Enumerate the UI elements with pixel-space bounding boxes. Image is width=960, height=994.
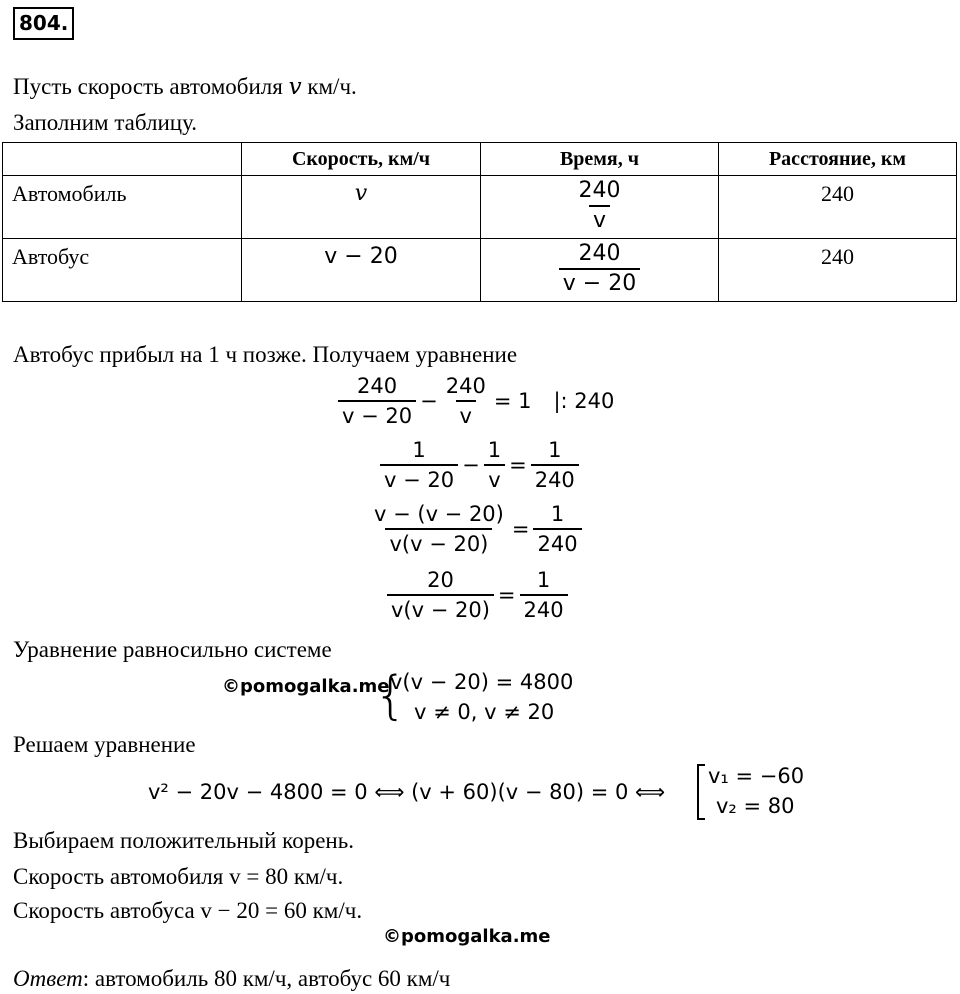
root-1: v₁ = −60 (708, 764, 805, 788)
roots-bracket (697, 764, 705, 820)
equation-2: $\frac{1}{v - 20}$ − $\frac{1}{v}$ = $\frac{1}{240}$ (380, 436, 579, 494)
table-header-empty (3, 143, 242, 176)
system-line-1: v(v − 20) = 4800 (390, 670, 574, 694)
row-name: Автомобиль (3, 176, 242, 239)
intro-suffix: км/ч. (301, 74, 357, 99)
row-time: $\frac{240}{v}$ (481, 176, 719, 239)
text-after-table: Автобус прибыл на 1 ч позже. Получаем уравнение (13, 342, 518, 367)
intro-variable: v (288, 74, 302, 100)
table-header-speed: Скорость, км/ч (242, 143, 481, 176)
watermark-bottom: ©pomogalka.me (383, 926, 551, 947)
equation-3: $\frac{v - (v - 20)}{v(v - 20)}$ = $\frac{1}{240}$ (370, 500, 582, 558)
row-distance: 240 (719, 176, 957, 239)
watermark: ©pomogalka.me (222, 676, 390, 697)
table-row (3, 239, 957, 302)
row-speed: v (242, 176, 481, 239)
row-speed: v − 20 (242, 239, 481, 302)
equation-4: $\frac{20}{v(v - 20)}$ = $\frac{1}{240}$ (387, 566, 568, 624)
row-name: Автобус (3, 239, 242, 302)
row-distance: 240 (719, 239, 957, 302)
data-table (2, 142, 957, 302)
intro-prefix: Пусть скорость автомобиля (13, 74, 289, 99)
table-header-time: Время, ч (481, 143, 719, 176)
row-time: $\frac{240}{v - 20}$ (481, 239, 719, 302)
conclusion-3: Скорость автобуса v − 20 = 60 км/ч. (13, 898, 363, 923)
equation-1: $\frac{240}{v - 20}$ − $\frac{240}{v}$ = 1 |: 240 (338, 372, 614, 430)
answer-label: Ответ (13, 966, 83, 991)
quadratic-equation: v² − 20v − 4800 = 0 ⟺ (v + 60)(v − 80) = 0 ⟺ (148, 780, 666, 804)
system-brace: { (374, 666, 408, 726)
intro-line-1 (13, 74, 357, 100)
conclusion-1: Выбираем положительный корень. (13, 828, 354, 853)
system-line-2: v ≠ 0, v ≠ 20 (414, 700, 555, 724)
conclusion-2: Скорость автомобиля v = 80 км/ч. (13, 864, 344, 889)
table-row (3, 176, 957, 239)
answer-text: : автомобиль 80 км/ч, автобус 60 км/ч (82, 966, 451, 991)
problem-number: 804. (13, 7, 74, 40)
root-2: v₂ = 80 (716, 794, 795, 818)
intro-line-2: Заполним таблицу. (13, 110, 198, 135)
answer (13, 966, 450, 992)
table-header-row (3, 143, 957, 176)
system-intro: Уравнение равносильно системе (13, 637, 332, 662)
table-header-distance: Расстояние, км (719, 143, 957, 176)
solve-intro: Решаем уравнение (13, 732, 196, 757)
